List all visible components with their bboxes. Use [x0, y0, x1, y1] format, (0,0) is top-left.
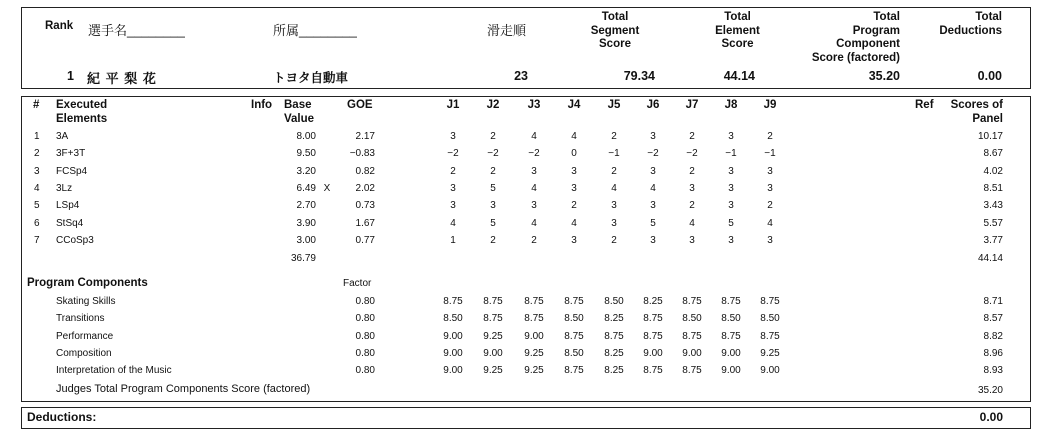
element-base-value: 6.49: [296, 182, 316, 194]
judge-goe-mark: −1: [608, 148, 620, 160]
element-number: 5: [34, 200, 40, 212]
start-number-value: 23: [514, 69, 528, 83]
judge-component-mark: 8.75: [760, 296, 780, 307]
deductions-total-value: 0.00: [979, 410, 1003, 424]
judge-3-header: J3: [527, 99, 541, 111]
judge-component-mark: 8.50: [721, 313, 741, 325]
judge-goe-mark: 3: [650, 131, 656, 142]
judge-goe-mark: −2: [447, 148, 459, 160]
judge-goe-mark: 3: [650, 165, 656, 177]
judge-component-mark: 8.75: [483, 296, 503, 307]
judge-7-header: J7: [685, 99, 699, 111]
nation-header: 所属________: [273, 23, 357, 38]
judge-component-mark: 8.75: [643, 313, 663, 325]
skater-name: 紀 平 梨 花: [87, 71, 157, 86]
element-panel-score: 5.57: [983, 217, 1003, 229]
judge-component-mark: 8.75: [564, 296, 584, 307]
judge-component-mark: 8.25: [604, 347, 624, 359]
deductions-label: Deductions:: [27, 410, 97, 424]
element-number: 1: [34, 131, 40, 142]
pcs-value: 35.20: [868, 69, 900, 83]
judge-goe-mark: 2: [611, 131, 617, 142]
element-number: 4: [34, 182, 40, 194]
judge-goe-mark: 3: [611, 217, 617, 229]
component-name: Composition: [56, 347, 112, 359]
element-name: LSp4: [56, 200, 80, 212]
element-bonus-marker: X: [323, 182, 331, 194]
rank-value: 1: [67, 69, 74, 83]
factor-header: Factor: [343, 278, 372, 289]
judge-component-mark: 8.75: [564, 330, 584, 342]
component-panel-score: 8.96: [983, 347, 1003, 359]
judges-total-label: Judges Total Program Components Score (factored): [56, 383, 311, 395]
ref-header: Ref: [915, 99, 934, 111]
element-panel-score: 4.02: [983, 165, 1003, 177]
element-panel-score: 3.43: [983, 200, 1003, 212]
component-name: Skating Skills: [56, 296, 116, 307]
tss-value: 79.34: [623, 69, 655, 83]
judge-goe-mark: 2: [450, 165, 456, 177]
judge-goe-mark: 0: [571, 148, 577, 160]
judge-component-mark: 9.25: [483, 365, 503, 377]
judge-component-mark: 9.00: [443, 365, 463, 377]
judge-goe-mark: 2: [490, 165, 496, 177]
program-components-title: Program Components: [27, 277, 148, 289]
component-panel-score: 8.93: [983, 365, 1003, 377]
judge-goe-mark: 3: [571, 182, 577, 194]
judge-goe-mark: 2: [689, 200, 695, 212]
goe-header: GOE: [347, 99, 373, 111]
deductions-header: Total Deductions: [939, 11, 1002, 37]
element-number: 6: [34, 217, 40, 229]
element-panel-score: 8.67: [983, 148, 1003, 160]
base-value-header: Base Value: [284, 99, 315, 125]
element-panel-score: 3.77: [983, 234, 1003, 246]
element-panel-score: 8.51: [983, 182, 1003, 194]
start-number-header: 滑走順: [487, 23, 527, 38]
judge-goe-mark: 4: [611, 182, 617, 194]
judge-component-mark: 9.25: [483, 330, 503, 342]
judge-goe-mark: 2: [531, 234, 537, 246]
judge-goe-mark: −2: [686, 148, 698, 160]
skater-club: トヨタ自動車: [273, 71, 349, 85]
component-factor: 0.80: [355, 330, 375, 342]
element-panel-score: 10.17: [977, 131, 1003, 142]
judge-goe-mark: 4: [450, 217, 456, 229]
judge-component-mark: 8.25: [604, 365, 624, 377]
judge-goe-mark: 5: [490, 217, 496, 229]
judge-component-mark: 8.75: [721, 330, 741, 342]
judge-component-mark: 8.75: [721, 296, 741, 307]
judge-component-mark: 9.00: [760, 365, 780, 377]
judge-goe-mark: 4: [650, 182, 656, 194]
judge-goe-mark: 5: [650, 217, 656, 229]
judge-goe-mark: 1: [450, 234, 456, 246]
judge-goe-mark: 3: [571, 165, 577, 177]
component-panel-score: 8.71: [983, 296, 1003, 307]
judge-goe-mark: −2: [487, 148, 499, 160]
judge-component-mark: 8.75: [643, 330, 663, 342]
judge-goe-mark: 3: [728, 182, 734, 194]
judge-component-mark: 8.75: [524, 296, 544, 307]
element-name: 3A: [56, 131, 69, 142]
judge-goe-mark: −1: [764, 148, 776, 160]
judge-component-mark: 9.00: [443, 330, 463, 342]
judge-goe-mark: 3: [450, 200, 456, 212]
judge-component-mark: 9.25: [760, 347, 780, 359]
judge-component-mark: 8.25: [643, 296, 663, 307]
judge-goe-mark: 5: [728, 217, 734, 229]
judge-component-mark: 9.00: [682, 347, 702, 359]
judge-goe-mark: 3: [450, 131, 456, 142]
element-goe: 0.73: [355, 200, 375, 212]
deductions-box: [21, 407, 1031, 429]
judges-total-value: 35.20: [977, 385, 1003, 396]
judge-component-mark: 9.00: [524, 330, 544, 342]
element-goe: 2.02: [355, 182, 375, 194]
element-number: 7: [34, 234, 40, 246]
total-base-value: 36.79: [290, 253, 316, 264]
element-base-value: 3.20: [296, 165, 316, 177]
judge-goe-mark: 2: [767, 131, 773, 142]
judge-goe-mark: 3: [728, 131, 734, 142]
judge-goe-mark: 3: [611, 200, 617, 212]
element-base-value: 9.50: [296, 148, 316, 160]
judge-component-mark: 8.50: [443, 313, 463, 325]
judge-1-header: J1: [446, 99, 460, 111]
judge-component-mark: 8.75: [483, 313, 503, 325]
executed-elements-header: Executed Elements: [56, 99, 108, 125]
name-header: 選手名________: [88, 23, 185, 38]
component-factor: 0.80: [355, 296, 375, 307]
judge-component-mark: 8.75: [682, 296, 702, 307]
judge-component-mark: 9.00: [721, 365, 741, 377]
judge-goe-mark: 3: [767, 182, 773, 194]
judge-5-header: J5: [607, 99, 621, 111]
judge-goe-mark: 3: [728, 200, 734, 212]
component-name: Transitions: [56, 313, 105, 325]
num-col-header: #: [33, 99, 40, 111]
element-base-value: 3.00: [296, 234, 316, 246]
element-name: CCoSp3: [56, 234, 94, 246]
judge-goe-mark: 3: [450, 182, 456, 194]
tss-header: Total Segment Score: [590, 11, 640, 50]
judge-4-header: J4: [567, 99, 581, 111]
judge-goe-mark: 2: [571, 200, 577, 212]
component-factor: 0.80: [355, 347, 375, 359]
judge-component-mark: 8.75: [682, 365, 702, 377]
judge-goe-mark: 3: [767, 234, 773, 246]
judge-goe-mark: −2: [528, 148, 540, 160]
judge-goe-mark: 3: [650, 234, 656, 246]
judge-component-mark: 8.75: [443, 296, 463, 307]
judge-6-header: J6: [646, 99, 660, 111]
judge-goe-mark: 4: [531, 131, 537, 142]
judge-goe-mark: 3: [728, 234, 734, 246]
judge-component-mark: 9.00: [643, 347, 663, 359]
element-base-value: 8.00: [296, 131, 316, 142]
deductions-value: 0.00: [977, 69, 1002, 83]
tes-value: 44.14: [723, 69, 755, 83]
element-goe: 2.17: [355, 131, 375, 142]
judge-component-mark: 9.00: [443, 347, 463, 359]
scores-of-panel-header: Scores of Panel: [950, 99, 1003, 125]
judge-goe-mark: 3: [728, 165, 734, 177]
element-goe: −0.83: [349, 148, 375, 160]
judge-component-mark: 8.50: [760, 313, 780, 325]
tes-header: Total Element Score: [715, 11, 760, 50]
judge-goe-mark: 2: [490, 131, 496, 142]
judge-goe-mark: 2: [689, 165, 695, 177]
judge-2-header: J2: [486, 99, 500, 111]
judge-goe-mark: 3: [531, 200, 537, 212]
judge-goe-mark: 3: [490, 200, 496, 212]
judge-goe-mark: 5: [490, 182, 496, 194]
judge-goe-mark: 3: [767, 165, 773, 177]
element-goe: 0.77: [355, 234, 375, 246]
judge-component-mark: 8.75: [524, 313, 544, 325]
judge-goe-mark: 2: [767, 200, 773, 212]
judge-component-mark: 8.50: [682, 313, 702, 325]
component-name: Interpretation of the Music: [56, 365, 172, 377]
judge-component-mark: 8.75: [604, 330, 624, 342]
component-factor: 0.80: [355, 365, 375, 377]
judge-component-mark: 9.25: [524, 347, 544, 359]
element-number: 2: [34, 148, 40, 160]
judge-goe-mark: 3: [650, 200, 656, 212]
element-base-value: 3.90: [296, 217, 316, 229]
judge-goe-mark: 4: [531, 217, 537, 229]
judge-goe-mark: 4: [767, 217, 773, 229]
judge-goe-mark: 3: [689, 234, 695, 246]
judge-goe-mark: 3: [571, 234, 577, 246]
judge-component-mark: 8.75: [643, 365, 663, 377]
component-name: Performance: [56, 330, 114, 342]
judge-component-mark: 8.25: [604, 313, 624, 325]
component-panel-score: 8.82: [983, 330, 1003, 342]
judge-goe-mark: 4: [571, 131, 577, 142]
judge-goe-mark: 4: [531, 182, 537, 194]
judge-component-mark: 8.50: [564, 313, 584, 325]
judge-component-mark: 9.00: [483, 347, 503, 359]
element-goe: 0.82: [355, 165, 375, 177]
judge-component-mark: 8.75: [760, 330, 780, 342]
component-panel-score: 8.57: [983, 313, 1003, 325]
element-number: 3: [34, 165, 40, 177]
element-name: 3F+3T: [56, 148, 86, 160]
judge-goe-mark: 2: [611, 234, 617, 246]
judge-component-mark: 8.75: [682, 330, 702, 342]
judge-component-mark: 9.25: [524, 365, 544, 377]
component-factor: 0.80: [355, 313, 375, 325]
judge-component-mark: 9.00: [721, 347, 741, 359]
judge-8-header: J8: [724, 99, 738, 111]
judge-goe-mark: 3: [531, 165, 537, 177]
judge-goe-mark: 2: [689, 131, 695, 142]
judge-goe-mark: 3: [689, 182, 695, 194]
element-name: 3Lz: [56, 182, 73, 194]
rank-header: Rank: [45, 20, 74, 32]
info-header: Info: [251, 99, 273, 111]
judge-goe-mark: 4: [689, 217, 695, 229]
judge-component-mark: 8.50: [564, 347, 584, 359]
element-name: FCSp4: [56, 165, 88, 177]
total-element-score: 44.14: [977, 253, 1003, 264]
judge-goe-mark: 4: [571, 217, 577, 229]
element-base-value: 2.70: [296, 200, 316, 212]
judge-9-header: J9: [763, 99, 777, 111]
judge-goe-mark: −2: [647, 148, 659, 160]
judge-goe-mark: −1: [725, 148, 737, 160]
element-goe: 1.67: [355, 217, 375, 229]
element-name: StSq4: [56, 217, 84, 229]
judge-goe-mark: 2: [611, 165, 617, 177]
pcs-header: Total Program Component Score (factored): [811, 11, 900, 64]
judge-goe-mark: 2: [490, 234, 496, 246]
judge-component-mark: 8.75: [564, 365, 584, 377]
judge-component-mark: 8.50: [604, 296, 624, 307]
